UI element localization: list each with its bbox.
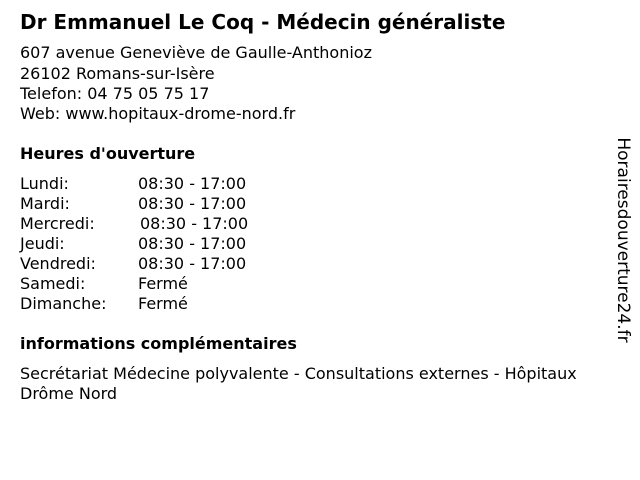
address-city: 26102 Romans-sur-Isère	[20, 64, 215, 83]
day-label: Jeudi:	[20, 234, 65, 253]
day-hours: 08:30 - 17:00	[138, 194, 247, 213]
day-label: Lundi:	[20, 174, 69, 193]
website-link[interactable]: Web: www.hopitaux-drome-nord.fr	[20, 104, 296, 123]
page-title: Dr Emmanuel Le Coq - Médecin généraliste	[20, 10, 506, 34]
additional-info-text: Secrétariat Médecine polyvalente - Consultations externes - Hôpitaux Drôme Nord	[20, 364, 577, 403]
day-label: Vendredi:	[20, 254, 96, 273]
day-hours: 08:30 - 17:00	[138, 174, 247, 193]
day-hours: 08:30 - 17:00	[138, 254, 247, 273]
watermark-text: Horairesdouverture24.fr	[613, 137, 633, 343]
site-watermark	[612, 135, 634, 345]
day-label: Samedi:	[20, 274, 86, 293]
address-street: 607 avenue Geneviève de Gaulle-Anthonioz	[20, 43, 372, 62]
day-label: Mardi:	[20, 194, 70, 213]
day-hours: 08:30 - 17:00	[140, 214, 249, 233]
day-hours: Fermé	[138, 274, 188, 293]
day-label: Mercredi:	[20, 214, 95, 233]
day-hours: Fermé	[138, 294, 188, 313]
day-label: Dimanche:	[20, 294, 107, 313]
opening-hours-heading: Heures d'ouverture	[20, 144, 196, 163]
day-hours: 08:30 - 17:00	[138, 234, 247, 253]
phone-number: Telefon: 04 75 05 75 17	[20, 84, 210, 103]
additional-info-heading: informations complémentaires	[20, 334, 297, 353]
